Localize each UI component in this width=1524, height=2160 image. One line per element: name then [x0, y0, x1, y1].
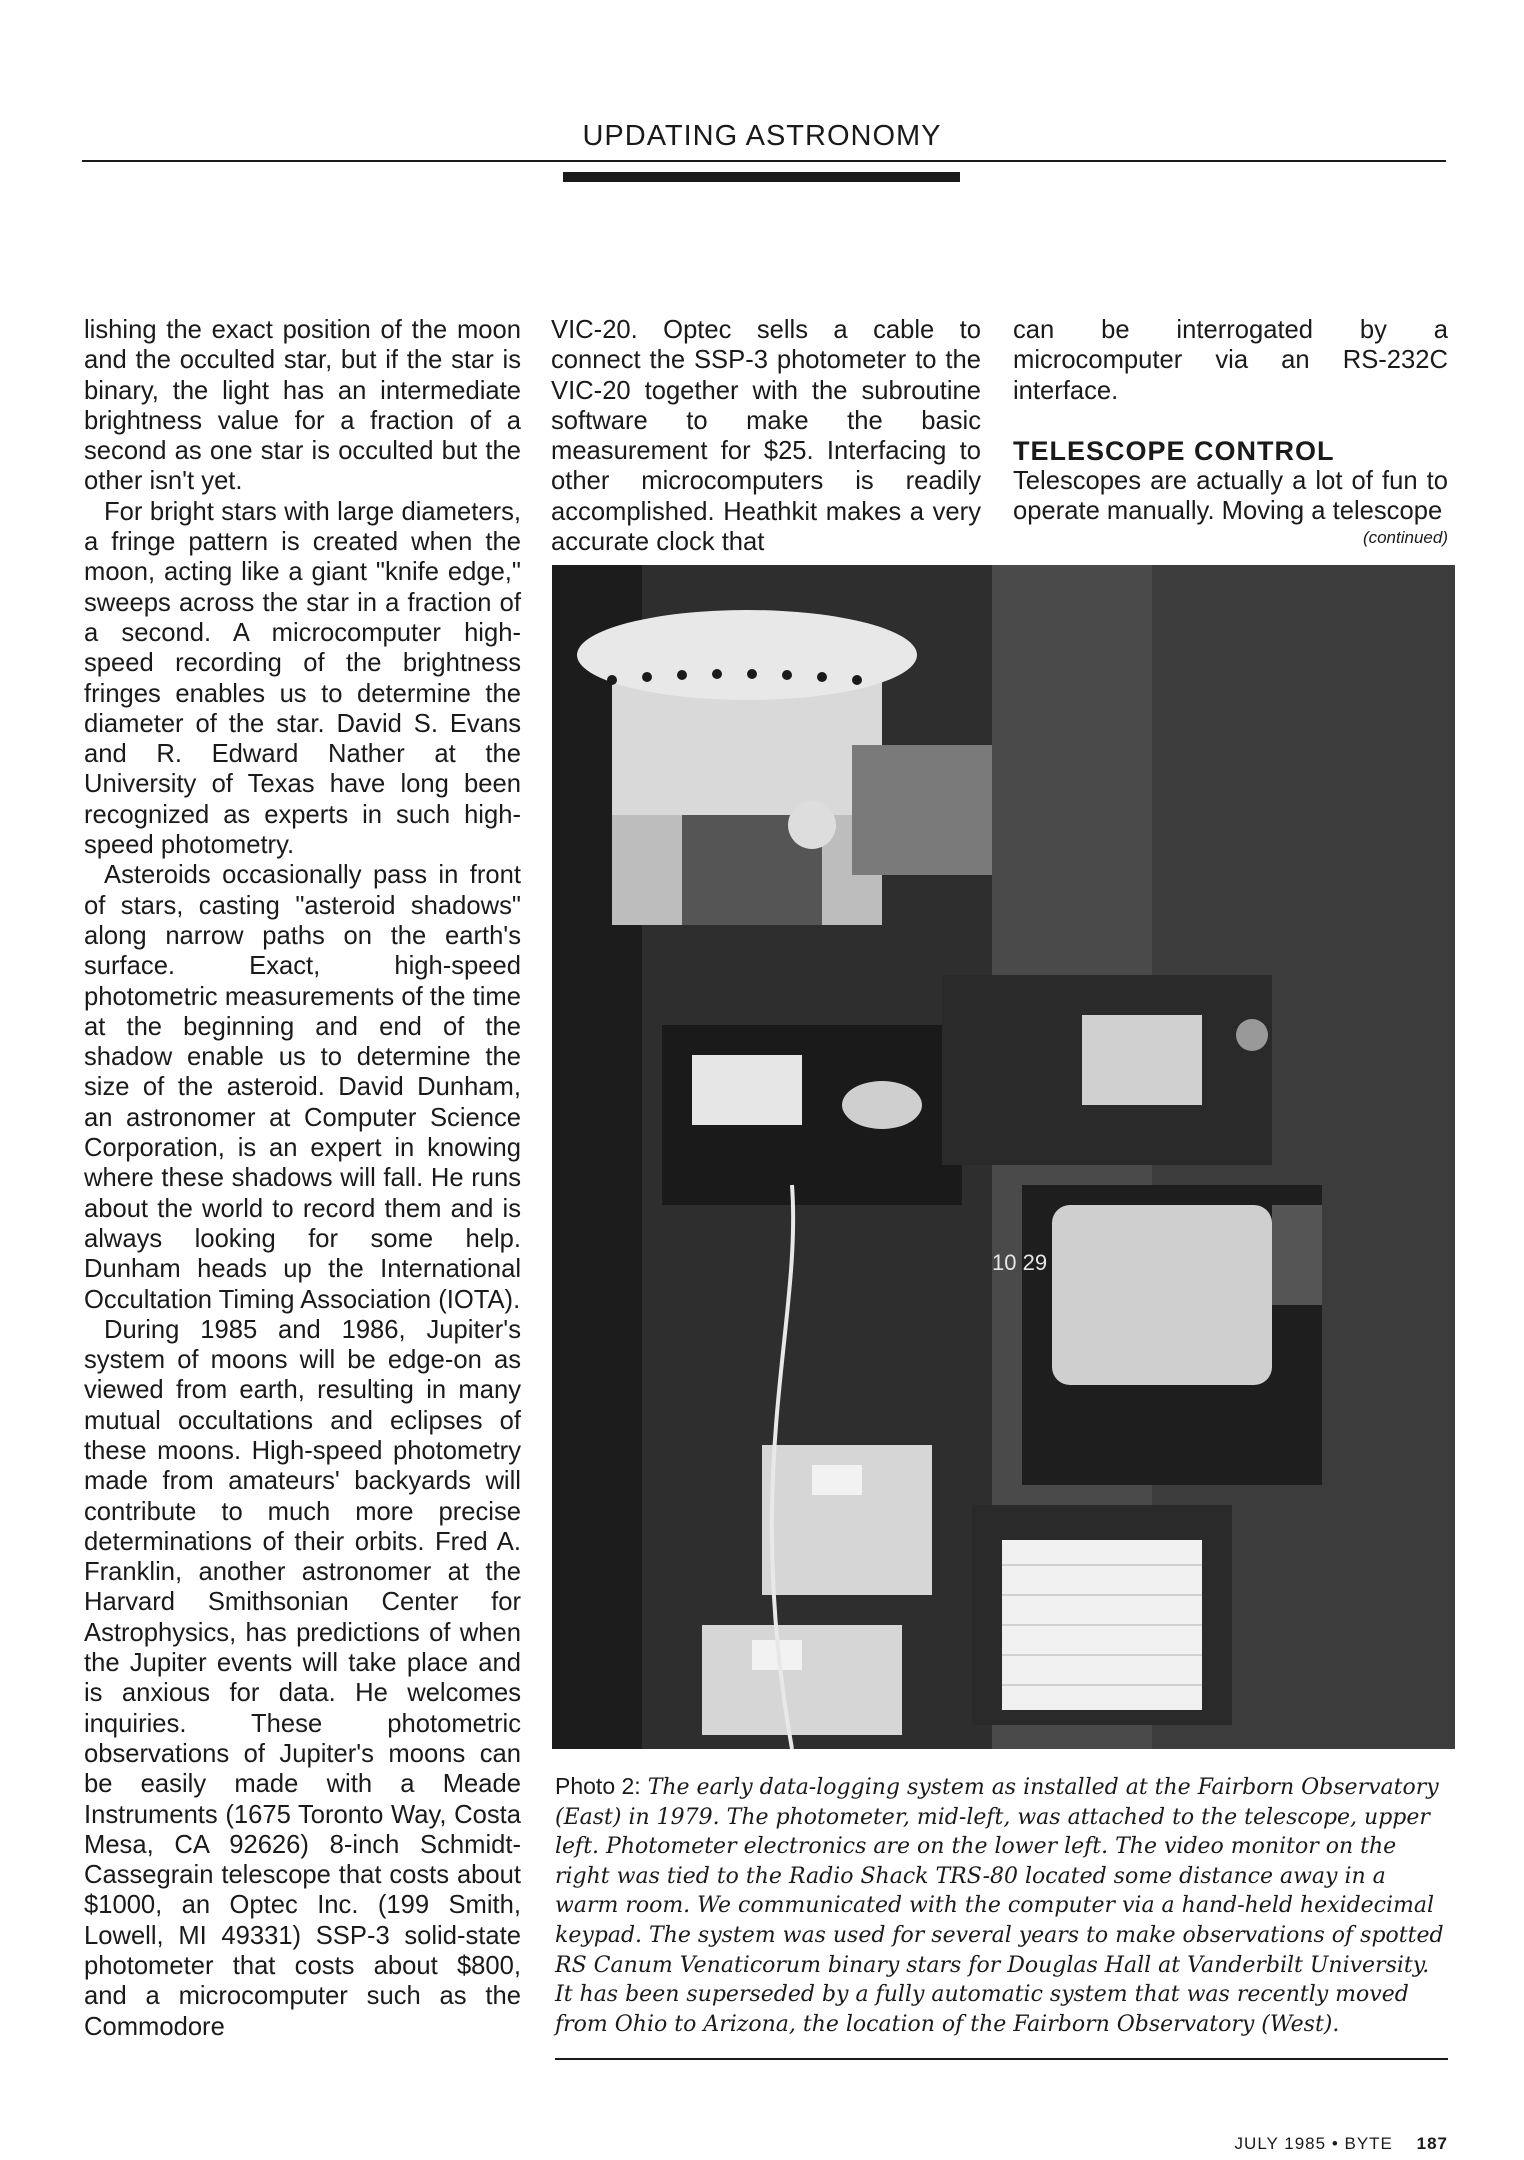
photo-screen-text: 10 29 — [992, 1250, 1048, 1275]
running-header: UPDATING ASTRONOMY — [582, 120, 942, 152]
section-heading: TELESCOPE CONTROL — [1013, 435, 1335, 466]
paragraph: lishing the exact position of the moon and the occulted star, but if the star is binary, the light has an intermediate brightness value for a fraction of a second as one star is occulted but the other isn't yet. — [84, 316, 521, 496]
caption-text: The early data-logging system as installed at the Fairborn Observatory (East) in 1979. The photometer, mid-left, was attached to the telescope, upper left. Photometer electronics are on the lower left. The video monitor on the right was tied to the Radio Shack TRS-80 located some distance away in a warm room. We communicated with the computer via a hand-held hexidecimal keypad. The system was used for several years to make observations of spotted RS Canum Venaticorum binary stars for Douglas Hall at Vanderbilt University. It has been superseded by a fully automatic system that was recently moved from Ohio to Arizona, the location of the Fairborn Observatory (West). — [555, 1775, 1444, 2037]
article-column-2 — [551, 315, 981, 557]
header-bar — [563, 172, 960, 182]
paragraph: VIC-20. Optec sells a cable to connect the SSP-3 photometer to the VIC-20 together with the subroutine software to make the basic measurement for $25. Interfacing to other microcomputers is readily accomplished. Heathkit makes a very accurate clock that — [551, 316, 981, 557]
paragraph: For bright stars with large diameters, a fringe pattern is created when the moon, acting like a giant "knife edge," sweeps across the star in a fraction of a second. A microcomputer high-speed recording of the brightness fringes enables us to determine the diameter of the star. David S. Evans and R. Edward Nather at the University of Texas have long been recognized as experts in such high-speed photometry. — [84, 497, 521, 860]
footer-issue: JULY 1985 • BYTE — [1234, 2134, 1393, 2153]
photo-data-logging-system — [552, 565, 1455, 1749]
caption-rule — [555, 2058, 1448, 2060]
header-rule — [82, 160, 1446, 162]
page-number: 187 — [1416, 2134, 1448, 2153]
paragraph: Asteroids occasionally pass in front of stars, casting "asteroid shadows" along narrow paths on the earth's surface. Exact, high-speed photometric measurements of the time at the beginning and end of the shadow enable us to determine the size of the asteroid. David Dunham, an astronomer at Computer Science Corporation, is an expert in knowing where these shadows will fall. He runs about the world to record them and is always looking for some help. Dunham heads up the International Occultation Timing Association (IOTA). — [84, 861, 521, 1314]
article-column-3 — [1013, 315, 1448, 550]
paragraph: During 1985 and 1986, Jupiter's system of moons will be edge-on as viewed from earth, resulting in many mutual occultations and eclipses of these moons. High-speed photometry made from amateurs' backyards will contribute to much more precise determinations of their orbits. Fred A. Franklin, another astronomer at the Harvard Smithsonian Center for Astrophysics, has predictions of when the Jupiter events will take place and is anxious for data. He welcomes inquiries. These photometric observations of Jupiter's moons can be easily made with a Meade Instruments (1675 Toronto Way, Costa Mesa, CA 92626) 8-inch Schmidt-Cassegrain telescope that costs about $1000, an Optec Inc. (199 Smith, Lowell, MI 49331) SSP-3 solid-state photometer that costs about $800, and a microcomputer such as the Commodore — [84, 1315, 521, 2041]
photo-illustration — [552, 565, 1455, 1749]
paragraph: Telescopes are actually a lot of fun to operate manually. Moving a telescope — [1013, 466, 1448, 526]
caption-lead: Photo 2: — [555, 1773, 641, 1799]
article-column-1 — [84, 315, 521, 2042]
page-footer — [1235, 2134, 1448, 2154]
photo-caption — [555, 1772, 1453, 2039]
continued-label: (continued) — [1362, 528, 1448, 548]
paragraph: can be interrogated by a microcomputer via an RS-232C interface. — [1013, 316, 1448, 405]
